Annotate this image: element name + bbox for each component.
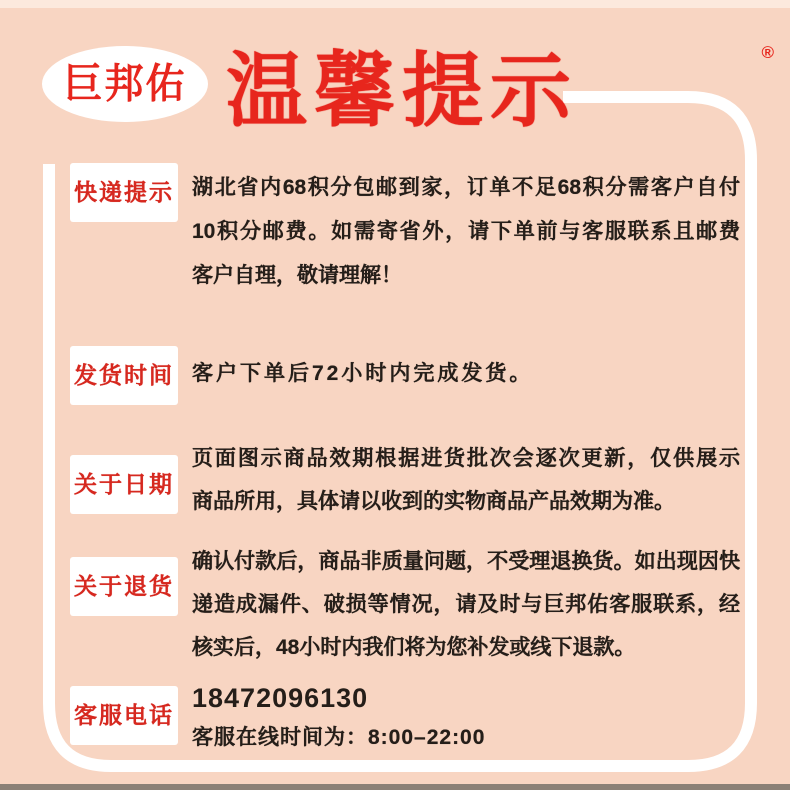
notice-line: 核实后，48小时内我们将为您补发或线下退款。: [192, 636, 636, 659]
section-text: [192, 678, 740, 758]
notice-line: 客户下单后72小时内完成发货。: [192, 362, 534, 385]
section-label: 关于退货: [74, 573, 174, 599]
brand-logo-oval: [42, 46, 208, 122]
notice-line: 确认付款后，商品非质量问题，不受理退换货。如出现因快: [192, 550, 740, 573]
notice-line: 页面图示商品效期根据进货批次会逐次更新，仅供展示: [192, 447, 740, 470]
section-label: 客服电话: [74, 702, 174, 728]
section-label-box: [70, 557, 178, 616]
notice-line: 商品所用，具体请以收到的实物商品产品效期为准。: [192, 490, 675, 513]
bottom-edge-strip: [0, 784, 790, 790]
page-title: 温馨提示: [226, 47, 579, 137]
section-label-box: [70, 686, 178, 745]
section-text: [192, 437, 740, 523]
section-label: 关于日期: [74, 471, 174, 497]
registered-trademark-icon: ®: [761, 43, 774, 62]
section-label-box: [70, 346, 178, 405]
section-label: 发货时间: [74, 362, 174, 388]
section-text: [192, 166, 740, 298]
section-label-box: [70, 163, 178, 222]
section-text: [192, 352, 740, 396]
section-label: 快递提示: [74, 179, 174, 205]
brand-name: 巨邦佑: [63, 61, 187, 107]
notice-line: 递造成漏件、破损等情况，请及时与巨邦佑客服联系，经: [192, 593, 740, 616]
notice-line: 10积分邮费。如需寄省外，请下单前与客服联系且邮费: [192, 220, 740, 243]
notice-line: 湖北省内68积分包邮到家，订单不足68积分需客户自付: [192, 176, 740, 199]
section-label-box: [70, 455, 178, 514]
notice-line: 客服在线时间为：8:00–22:00: [192, 726, 486, 749]
section-text: [192, 540, 740, 669]
notice-line: 客户自理，敬请理解！: [192, 264, 402, 287]
phone-number: 18472096130: [192, 683, 369, 713]
